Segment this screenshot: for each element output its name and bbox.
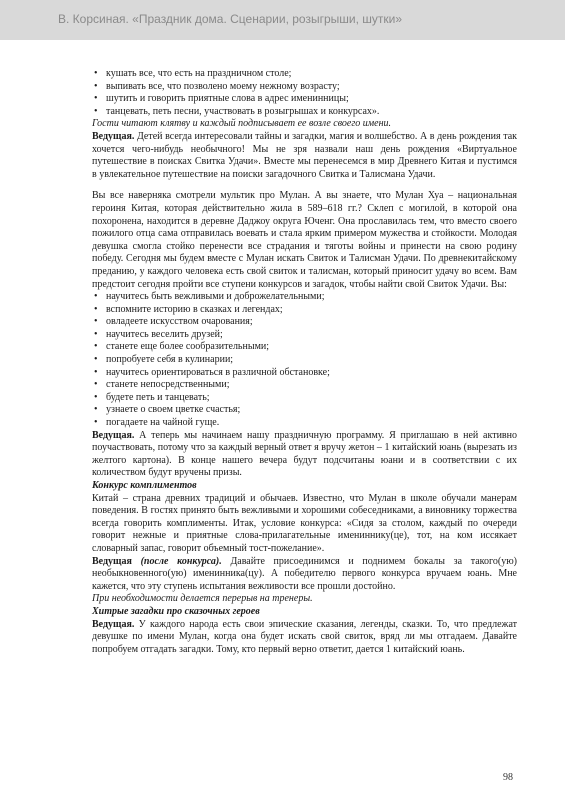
paragraph-riddles	[92, 619, 517, 657]
section-heading-riddles: Хитрые загадки про сказочных героев	[92, 605, 260, 617]
page-content	[92, 68, 517, 656]
paragraph-text: Давайте присоединимся и поднимем бокалы за такого(ую) необыкновенного(ую) именинника(цу). А победителю первого конкурса вручаем юань. Мне кажется, что эту ступень испытания вежливости все прошли достойно.	[92, 555, 517, 592]
list-item: • попробуете себя в кулинарии;	[92, 354, 517, 367]
list-item: • выпивать все, что позволено моему нежному возрасту;	[92, 81, 517, 94]
paragraph-text: А теперь мы начинаем нашу праздничную программу. Я приглашаю в ней активно поучаствовать, потому что за каждый верный ответ я вручу жетон – 1 китайский юань (вырезать из желтого картона). В конце нашего вечера будут подсчитаны юани и в соответствии с их количеством будут вручены призы.	[92, 429, 517, 479]
stage-direction: Гости читают клятву и каждый подписывает ее возле своего имени.	[92, 118, 392, 130]
list-item: • танцевать, петь песни, участвовать в розыгрышах и конкурсах».	[92, 106, 517, 119]
speaker-label: Ведущая.	[92, 618, 135, 630]
paragraph-program	[92, 430, 517, 480]
header-text: В. Корсиная. «Праздник дома. Сценарии, розыгрыши, шутки»	[58, 12, 403, 26]
paragraph-after-contest	[92, 556, 517, 594]
section-heading-compliments: Конкурс комплиментов	[92, 480, 197, 491]
speaker-label: Ведущая.	[92, 130, 135, 142]
paragraph-mulan: Вы все наверняка смотрели мультик про Мулан. А вы знаете, что Мулан Хуа – национальная героиня Китая, которая действительно жила в 589–618 гг.? Склеп с могилой, в которой она похоронена, находится в деревне Даджоу округа Юченг. Она прославилась тем, что вместо своего пожилого отца сама отправилась воевать и стала ярким примером мужества и стойкости. Молодая девушка смогла стойко перенести все страдания и тяготы войны и принести на свою родину победу. Сегодня мы будем вместе с Мулан искать Свиток и Талисман Удачи. По древнекитайскому преданию, у каждого человека есть свой свиток и талисман, который приносит удачу во всем. Вам предстоит сегодня пройти все ступени конкурсов и загадок, чтобы найти свой Свиток Удачи. Вы:	[92, 190, 517, 290]
speaker-label: Ведущая	[92, 555, 132, 567]
running-header	[0, 0, 565, 40]
speaker-label: Ведущая.	[92, 429, 135, 441]
list-item: • научитесь веселить друзей;	[92, 329, 517, 342]
list-item: • овладеете искусством очарования;	[92, 316, 517, 329]
paragraph-host-intro	[92, 131, 517, 181]
paragraph-text: У каждого народа есть свои эпические сказания, легенды, сказки. То, что предлежат девушке по имени Мулан, когда она будет искать свой свиток, вряд ли мы отгадаем. Давайте попробуем отгадать загадки. Тому, кто первый верно ответит, дается 1 китайский юань.	[92, 618, 517, 655]
list-item: • вспомните историю в сказках и легендах;	[92, 304, 517, 317]
list-item: • будете петь и танцевать;	[92, 392, 517, 405]
list-item: • научитесь ориентироваться в различной обстановке;	[92, 367, 517, 380]
stage-direction: При необходимости делается перерыв на тренеры.	[92, 593, 313, 605]
list-item: • станете непосредственными;	[92, 379, 517, 392]
page-number: 98	[503, 772, 513, 783]
paragraph-text: Детей всегда интересовали тайны и загадки, магия и волшебство. А в день рождения так хочется чего-нибудь необычного! Мы не зря назвали наш день рождения «Виртуальное путешествие в поисках Свитка Удачи». Вместе мы перенесемся в мир Древнего Китая и пустимся в увлекательное путешествие на поиски загадочного Свитка и Талисмана Удачи.	[92, 130, 517, 180]
list-item: • научитесь быть вежливыми и доброжелательными;	[92, 291, 517, 304]
paragraph-compliments: Китай – страна древних традиций и обычаев. Известно, что Мулан в школе обучали манерам поведения. В гостях принято быть вежливыми и хорошими собеседниками, а виновнику торжества всегда говорить комплименты. Итак, условие конкурса: «Сидя за столом, каждый по очереди говорит нежные и приятные слова-прилагательные имениннику(це), тот, на ком иссякает словарный запас, говорит объемный тост-пожелание».	[92, 492, 517, 554]
list-item: • станете еще более сообразительными;	[92, 341, 517, 354]
list-item: • погадаете на чайной гуще.	[92, 417, 517, 430]
list-item: • кушать все, что есть на праздничном столе;	[92, 68, 517, 81]
list-item: • шутить и говорить приятные слова в адрес именинницы;	[92, 93, 517, 106]
speaker-note: (после конкурса).	[131, 555, 222, 567]
list-item: • узнаете о своем цветке счастья;	[92, 404, 517, 417]
